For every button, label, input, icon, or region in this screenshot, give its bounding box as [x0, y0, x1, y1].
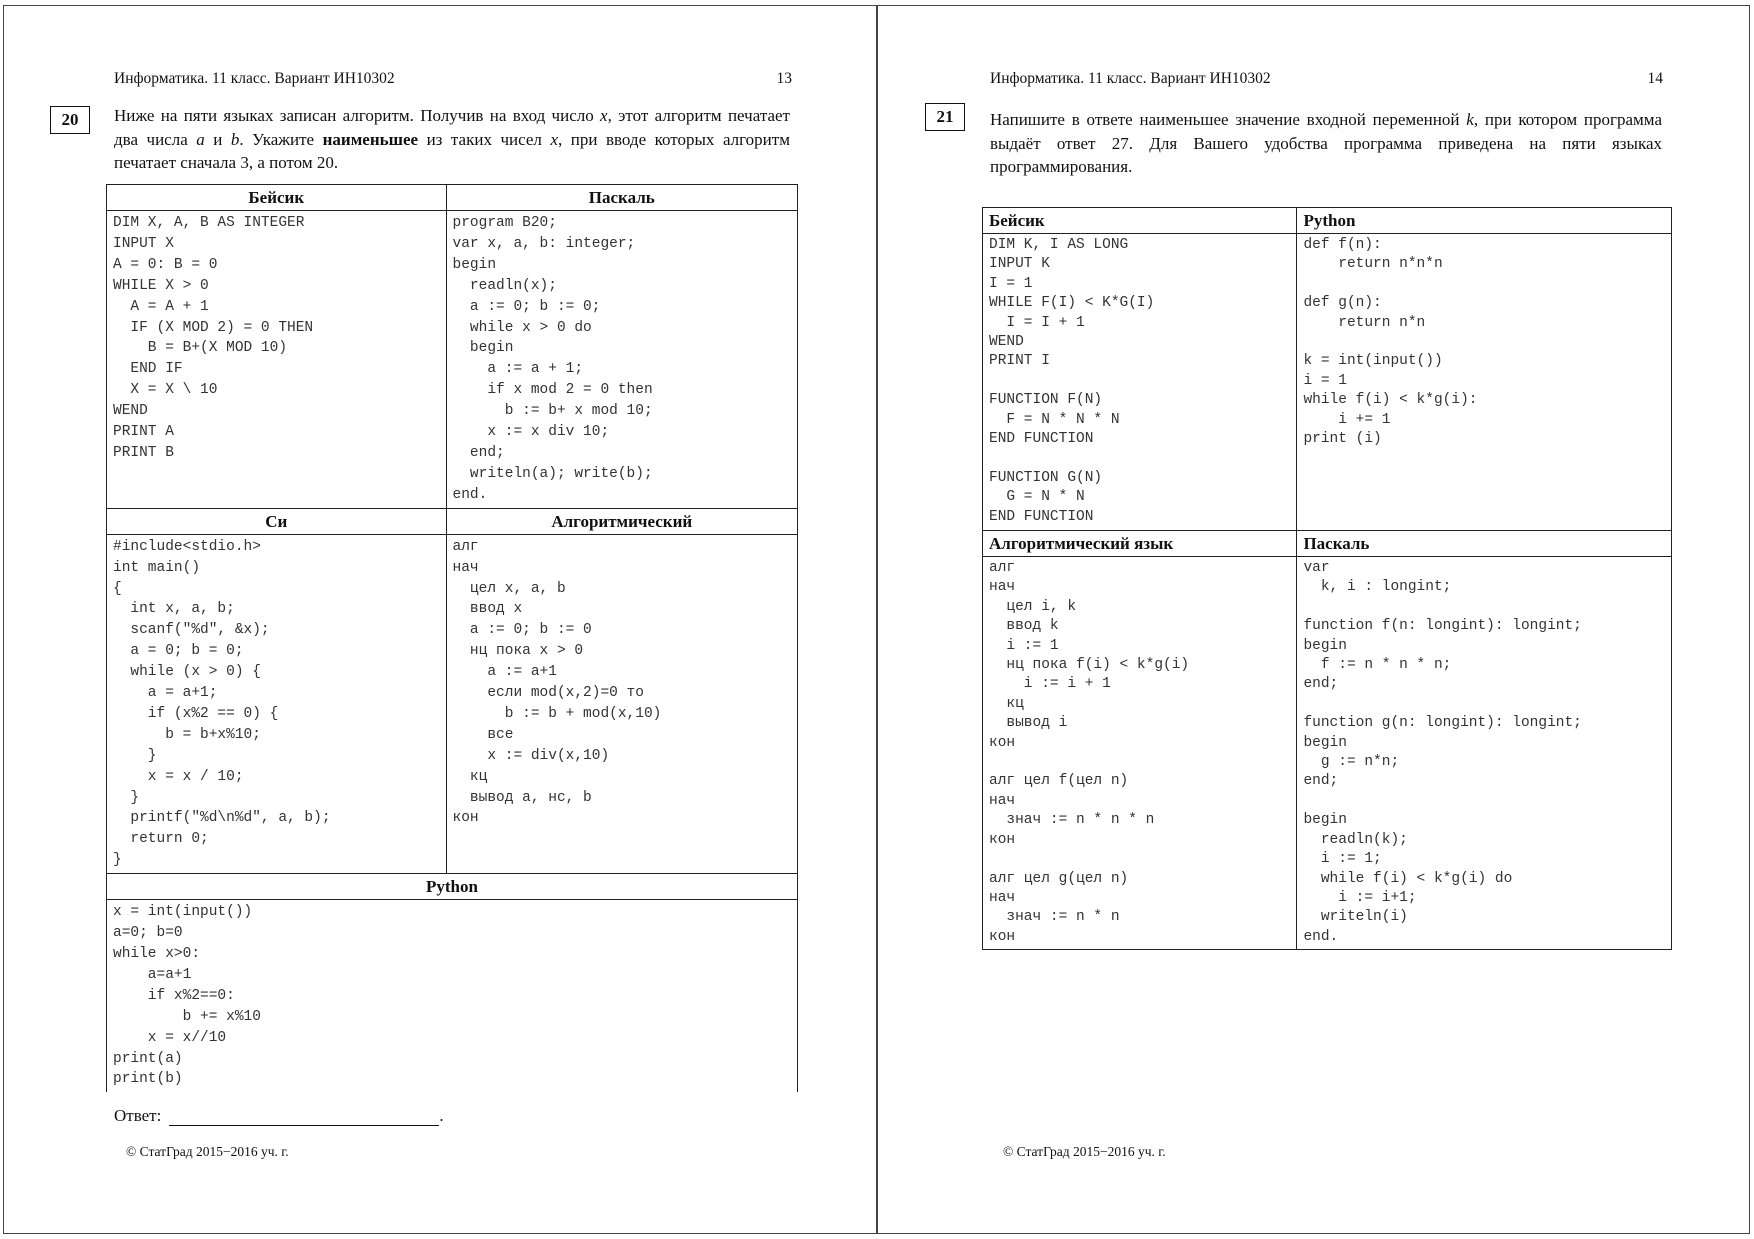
left-page [3, 5, 877, 1234]
code-basic: DIM K, I AS LONG INPUT K I = 1 WHILE F(I) < K*G(I) I = I + 1 WEND PRINT I FUNCTION F(N) F = N * N * N END FUNCTION FUNCTION G(N) G = N * N END FUNCTION [989, 237, 1155, 525]
column-header-python: Python [107, 874, 798, 900]
right-page [877, 5, 1750, 1234]
code-cell-c [107, 534, 447, 874]
code-table-task-20 [106, 184, 798, 1092]
column-header-algo: Алгоритмический [446, 508, 797, 534]
column-header-python: Python [1297, 208, 1672, 234]
column-header-basic: Бейсик [107, 185, 447, 211]
page-number: 14 [1647, 70, 1663, 87]
code-cell-algo [983, 557, 1297, 950]
column-header-basic: Бейсик [983, 208, 1297, 234]
code-basic: DIM X, A, B AS INTEGER INPUT X A = 0: B = 0 WHILE X > 0 A = A + 1 IF (X MOD 2) = 0 THEN B = B+(X MOD 10) END IF X = X \ 10 WEND PRINT A PRINT B [113, 215, 314, 461]
column-header-pascal: Паскаль [1297, 531, 1672, 557]
code-algo: алг нач цел i, k ввод k i := 1 нц пока f(i) < k*g(i) i := i + 1 кц вывод i кон алг цел f(цел n) нач знач := n * n * n кон алг цел g(цел n) нач знач := n * n кон [989, 560, 1190, 945]
code-cell-python [107, 900, 798, 1093]
header-title: Информатика. 11 класс. Вариант ИН10302 [114, 70, 395, 87]
answer-blank[interactable] [169, 1109, 439, 1126]
page-header [114, 70, 792, 88]
column-header-algo: Алгоритмический язык [983, 531, 1297, 557]
answer-line: Ответ: . [114, 1106, 444, 1125]
code-pascal: program B20; var x, a, b: integer; begin readln(x); a := 0; b := 0; while x > 0 do begin a := a + 1; if x mod 2 = 0 then b := b+ x mod 10; x := x div 10; end; writeln(a); write(b); end. [452, 215, 653, 503]
task-number-badge: 21 [925, 103, 965, 131]
code-pascal: var k, i : longint; function f(n: longint): longint; begin f := n * n * n; end; function g(n: longint): longint; begin g := n*n; end; begin readln(k); i := 1; while f(i) < k*g(i) do i := i+1; writeln(i) end. [1303, 560, 1582, 945]
code-python: x = int(input()) a=0; b=0 while x>0: a=a+1 if x%2==0: b += x%10 x = x//10 print(a) print(b) [113, 904, 261, 1088]
code-cell-pascal [446, 211, 797, 509]
footer-copyright: © СтатГрад 2015−2016 уч. г. [126, 1144, 289, 1159]
code-cell-pascal [1297, 557, 1672, 950]
code-cell-python [1297, 234, 1672, 531]
code-c: #include<stdio.h> int main() { int x, a, b; scanf("%d", &x); a = 0; b = 0; while (x > 0) { a = a+1; if (x%2 == 0) { b = b+x%10; } x = x / 10; } printf("%d\n%d", a, b); return 0; } [113, 538, 331, 869]
code-table-task-21 [982, 207, 1672, 950]
code-cell-algo [446, 534, 797, 874]
page-header [990, 70, 1663, 88]
code-cell-basic [107, 211, 447, 509]
task-number-badge: 20 [50, 106, 90, 134]
task-20-question: Ниже на пяти языках записан алгоритм. Получив на вход число x, этот алгоритм печатает два числа a и b. Укажите наименьшее из таких чисел x, при вводе которых алгоритм печатает сначала 3, а потом 20. [114, 106, 790, 172]
footer-copyright: © СтатГрад 2015−2016 уч. г. [1003, 1144, 1166, 1159]
task-21-question: Напишите в ответе наименьшее значение входной переменной k, при котором программа выдаёт ответ 27. Для Вашего удобства программа приведена на пяти языках программирования. [990, 110, 1662, 176]
answer-label: Ответ: [114, 1106, 162, 1125]
code-cell-basic [983, 234, 1297, 531]
code-python: def f(n): return n*n*n def g(n): return n*n k = int(input()) i = 1 while f(i) < k*g(i): i += 1 print (i) [1303, 237, 1478, 448]
header-title: Информатика. 11 класс. Вариант ИН10302 [990, 70, 1271, 87]
column-header-c: Си [107, 508, 447, 534]
column-header-pascal: Паскаль [446, 185, 797, 211]
code-algo: алг нач цел x, a, b ввод x a := 0; b := 0 нц пока x > 0 a := a+1 если mod(x,2)=0 то b := b + mod(x,10) все x := div(x,10) кц вывод a, нс, b кон [452, 538, 662, 827]
page-number: 13 [776, 70, 792, 87]
